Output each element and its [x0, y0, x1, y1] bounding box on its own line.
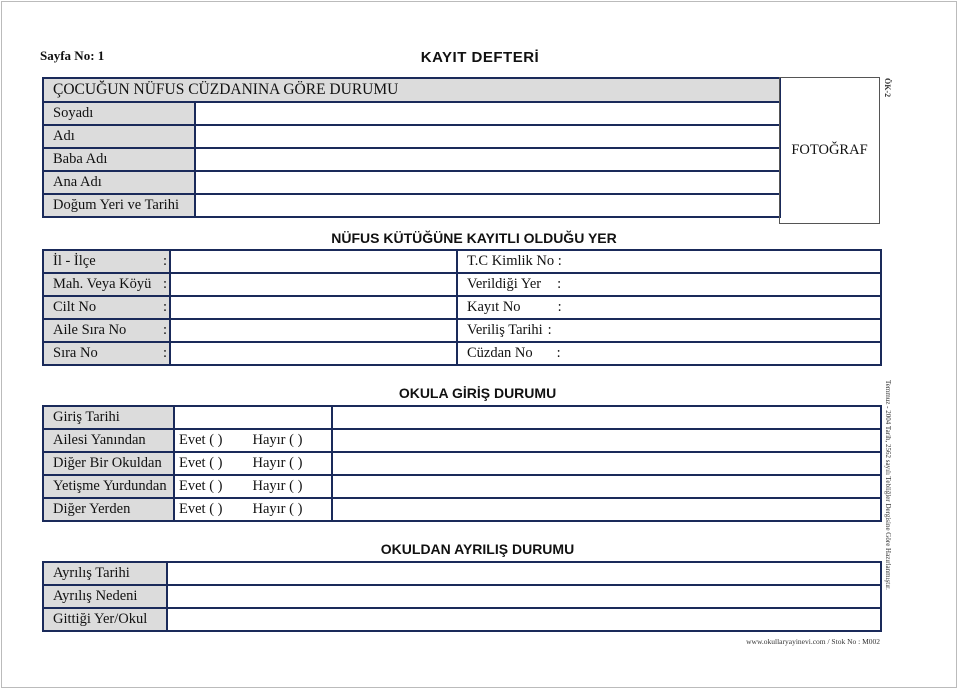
registry-title: NÜFUS KÜTÜĞÜNE KAYITLI OLDUĞU YER — [331, 230, 617, 246]
label-record-no[interactable]: Kayıt No : — [457, 296, 881, 319]
leaving-table — [42, 561, 882, 632]
label-from-family: Ailesi Yanından — [43, 429, 174, 452]
field-surname[interactable] — [195, 102, 780, 125]
label-issue-date[interactable]: Veriliş Tarihi : — [457, 319, 881, 342]
label-entry-date: Giriş Tarihi — [43, 406, 174, 429]
field-destination[interactable] — [167, 608, 881, 631]
field-province[interactable] — [170, 250, 457, 273]
field-order-no[interactable] — [170, 342, 457, 365]
entry-title: OKULA GİRİŞ DURUMU — [398, 385, 557, 401]
field-from-elsewhere[interactable] — [332, 498, 881, 521]
side-note: Temmuz - 2004 Tarih, 2562 sayılı Tebliğler Dergisine Göre Hazırlanmıştır. — [884, 380, 892, 590]
label-tc-no[interactable]: T.C Kimlik No : — [457, 250, 881, 273]
page-number: Sayfa No: 1 — [40, 48, 105, 63]
field-name[interactable] — [195, 125, 780, 148]
field-leaving-reason[interactable] — [167, 585, 881, 608]
footer-text: www.okullaryayinevi.com / Stok No : M002 — [746, 637, 880, 646]
label-destination: Gittiği Yer/Okul — [43, 608, 167, 631]
choice-from-elsewhere[interactable]: Evet ( ) Hayır ( ) — [174, 498, 332, 521]
label-card-no[interactable]: Cüzdan No : — [457, 342, 881, 365]
registry-table — [42, 249, 882, 366]
choice-from-family[interactable]: Evet ( ) Hayır ( ) — [174, 429, 332, 452]
field-volume[interactable] — [170, 296, 457, 319]
label-surname: Soyadı — [43, 102, 195, 125]
label-province: İl - İlçe : — [43, 250, 170, 273]
label-from-other-school: Diğer Bir Okuldan — [43, 452, 174, 475]
label-leaving-date: Ayrılış Tarihi — [43, 562, 167, 585]
field-from-family[interactable] — [332, 429, 881, 452]
label-leaving-reason: Ayrılış Nedeni — [43, 585, 167, 608]
label-volume: Cilt No : — [43, 296, 170, 319]
field-father-name[interactable] — [195, 148, 780, 171]
label-from-dormitory: Yetişme Yurdundan — [43, 475, 174, 498]
label-issue-place[interactable]: Verildiği Yer : — [457, 273, 881, 296]
label-village: Mah. Veya Köyü : — [43, 273, 170, 296]
field-leaving-date[interactable] — [167, 562, 881, 585]
entry-table — [42, 405, 882, 522]
label-order-no: Sıra No : — [43, 342, 170, 365]
field-village[interactable] — [170, 273, 457, 296]
field-entry-date[interactable] — [174, 406, 332, 429]
choice-from-other-school[interactable]: Evet ( ) Hayır ( ) — [174, 452, 332, 475]
label-mother-name: Ana Adı — [43, 171, 195, 194]
identity-table — [42, 77, 781, 218]
identity-header: ÇOCUĞUN NÜFUS CÜZDANINA GÖRE DURUMU — [43, 78, 780, 102]
field-birth[interactable] — [195, 194, 780, 217]
leaving-title: OKULDAN AYRILIŞ DURUMU — [380, 541, 575, 557]
choice-from-dormitory[interactable]: Evet ( ) Hayır ( ) — [174, 475, 332, 498]
photo-box — [779, 77, 880, 224]
label-from-elsewhere: Diğer Yerden — [43, 498, 174, 521]
form-title: KAYIT DEFTERİ — [420, 49, 540, 66]
field-from-other-school[interactable] — [332, 452, 881, 475]
label-birth: Doğum Yeri ve Tarihi — [43, 194, 195, 217]
field-mother-name[interactable] — [195, 171, 780, 194]
form-code: ÖK-2 — [883, 78, 892, 98]
field-family-no[interactable] — [170, 319, 457, 342]
field-from-dormitory[interactable] — [332, 475, 881, 498]
label-name: Adı — [43, 125, 195, 148]
label-family-no: Aile Sıra No : — [43, 319, 170, 342]
photo-label: FOTOĞRAF — [791, 142, 868, 158]
field-entry-date-extra[interactable] — [332, 406, 881, 429]
label-father-name: Baba Adı — [43, 148, 195, 171]
